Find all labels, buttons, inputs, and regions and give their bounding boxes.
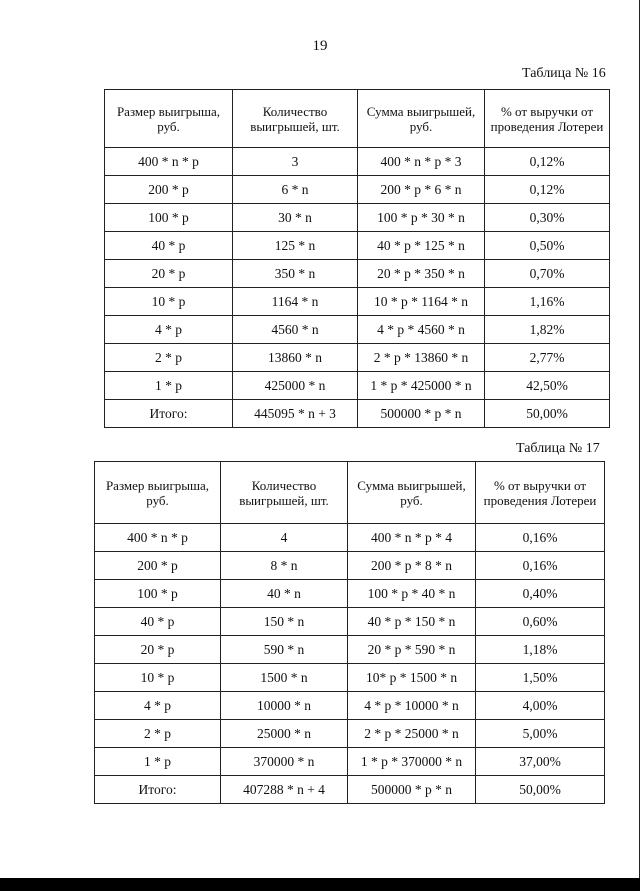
cell-prize-amount: 200 * p xyxy=(105,176,233,204)
header-revenue-percent: % от выручки от проведения Лотереи xyxy=(476,462,605,524)
cell-revenue-percent: 0,40% xyxy=(476,580,605,608)
table-row xyxy=(95,580,605,608)
prize-table-16 xyxy=(104,89,610,428)
cell-revenue-percent: 0,12% xyxy=(485,176,610,204)
cell-prize-sum: 400 * n * p * 4 xyxy=(348,524,476,552)
cell-prize-sum: 500000 * p * n xyxy=(358,400,485,428)
cell-revenue-percent: 5,00% xyxy=(476,720,605,748)
cell-prize-sum: 1 * p * 370000 * n xyxy=(348,748,476,776)
cell-revenue-percent: 0,16% xyxy=(476,552,605,580)
cell-prize-amount: 1 * p xyxy=(105,372,233,400)
table-header-row xyxy=(105,90,610,148)
total-row xyxy=(95,776,605,804)
cell-prize-amount: 400 * n * p xyxy=(95,524,221,552)
cell-prize-amount: 20 * p xyxy=(105,260,233,288)
cell-prize-count: 590 * n xyxy=(221,636,348,664)
cell-prize-amount: 400 * n * p xyxy=(105,148,233,176)
cell-revenue-percent: 2,77% xyxy=(485,344,610,372)
cell-prize-sum: 100 * p * 40 * n xyxy=(348,580,476,608)
cell-revenue-percent: 4,00% xyxy=(476,692,605,720)
cell-prize-count: 8 * n xyxy=(221,552,348,580)
cell-prize-count: 445095 * n + 3 xyxy=(233,400,358,428)
cell-prize-amount: 20 * p xyxy=(95,636,221,664)
header-revenue-percent: % от выручки от проведения Лотереи xyxy=(485,90,610,148)
cell-prize-sum: 1 * p * 425000 * n xyxy=(358,372,485,400)
cell-prize-sum: 4 * p * 4560 * n xyxy=(358,316,485,344)
cell-prize-amount: 40 * p xyxy=(95,608,221,636)
cell-prize-sum: 200 * p * 6 * n xyxy=(358,176,485,204)
cell-prize-amount: 40 * p xyxy=(105,232,233,260)
table-row xyxy=(105,316,610,344)
cell-revenue-percent: 1,18% xyxy=(476,636,605,664)
cell-prize-count: 370000 * n xyxy=(221,748,348,776)
cell-prize-count: 3 xyxy=(233,148,358,176)
header-prize-count: Количество выигрышей, шт. xyxy=(221,462,348,524)
cell-prize-sum: 40 * p * 150 * n xyxy=(348,608,476,636)
cell-prize-amount: 200 * p xyxy=(95,552,221,580)
cell-prize-sum: 40 * p * 125 * n xyxy=(358,232,485,260)
cell-prize-sum: 500000 * p * n xyxy=(348,776,476,804)
header-prize-count: Количество выигрышей, шт. xyxy=(233,90,358,148)
table-17-label: Таблица № 17 xyxy=(516,441,600,456)
table-row xyxy=(95,524,605,552)
cell-revenue-percent: 1,16% xyxy=(485,288,610,316)
page-number: 19 xyxy=(312,38,328,54)
cell-revenue-percent: 0,16% xyxy=(476,524,605,552)
cell-prize-count: 13860 * n xyxy=(233,344,358,372)
cell-prize-count: 30 * n xyxy=(233,204,358,232)
table-row xyxy=(95,664,605,692)
cell-prize-count: 150 * n xyxy=(221,608,348,636)
cell-prize-count: 10000 * n xyxy=(221,692,348,720)
cell-prize-sum: 20 * p * 350 * n xyxy=(358,260,485,288)
table-row xyxy=(95,748,605,776)
cell-revenue-percent: 37,00% xyxy=(476,748,605,776)
cell-prize-amount: 10 * p xyxy=(105,288,233,316)
cell-prize-amount: 4 * p xyxy=(95,692,221,720)
cell-prize-count: 425000 * n xyxy=(233,372,358,400)
cell-prize-count: 25000 * n xyxy=(221,720,348,748)
cell-revenue-percent: 0,30% xyxy=(485,204,610,232)
table-row xyxy=(105,176,610,204)
header-prize-amount: Размер выигрыша, руб. xyxy=(105,90,233,148)
cell-prize-amount: Итого: xyxy=(95,776,221,804)
table-16-label: Таблица № 16 xyxy=(522,66,606,81)
cell-prize-sum: 10 * p * 1164 * n xyxy=(358,288,485,316)
cell-revenue-percent: 50,00% xyxy=(485,400,610,428)
cell-revenue-percent: 0,70% xyxy=(485,260,610,288)
cell-revenue-percent: 0,60% xyxy=(476,608,605,636)
cell-prize-count: 1164 * n xyxy=(233,288,358,316)
header-prize-sum: Сумма выигрышей, руб. xyxy=(358,90,485,148)
table-header-row xyxy=(95,462,605,524)
cell-revenue-percent: 1,82% xyxy=(485,316,610,344)
total-row xyxy=(105,400,610,428)
cell-prize-amount: 2 * p xyxy=(105,344,233,372)
cell-prize-sum: 10* p * 1500 * n xyxy=(348,664,476,692)
cell-prize-count: 1500 * n xyxy=(221,664,348,692)
cell-prize-sum: 2 * p * 13860 * n xyxy=(358,344,485,372)
cell-prize-sum: 2 * p * 25000 * n xyxy=(348,720,476,748)
table-row xyxy=(95,692,605,720)
cell-prize-count: 350 * n xyxy=(233,260,358,288)
cell-revenue-percent: 42,50% xyxy=(485,372,610,400)
cell-revenue-percent: 50,00% xyxy=(476,776,605,804)
cell-prize-count: 40 * n xyxy=(221,580,348,608)
cell-prize-sum: 4 * p * 10000 * n xyxy=(348,692,476,720)
cell-prize-amount: 1 * p xyxy=(95,748,221,776)
table-row xyxy=(105,288,610,316)
cell-prize-amount: Итого: xyxy=(105,400,233,428)
cell-prize-sum: 100 * p * 30 * n xyxy=(358,204,485,232)
header-prize-sum: Сумма выигрышей, руб. xyxy=(348,462,476,524)
header-prize-amount: Размер выигрыша, руб. xyxy=(95,462,221,524)
cell-prize-count: 125 * n xyxy=(233,232,358,260)
cell-prize-amount: 100 * p xyxy=(105,204,233,232)
table-row xyxy=(105,260,610,288)
cell-prize-count: 6 * n xyxy=(233,176,358,204)
cell-prize-sum: 200 * p * 8 * n xyxy=(348,552,476,580)
cell-revenue-percent: 1,50% xyxy=(476,664,605,692)
table-row xyxy=(95,720,605,748)
cell-prize-count: 407288 * n + 4 xyxy=(221,776,348,804)
cell-prize-count: 4560 * n xyxy=(233,316,358,344)
table-row xyxy=(105,344,610,372)
cell-prize-amount: 4 * p xyxy=(105,316,233,344)
table-row xyxy=(95,608,605,636)
cell-prize-count: 4 xyxy=(221,524,348,552)
cell-prize-amount: 2 * p xyxy=(95,720,221,748)
cell-prize-amount: 100 * p xyxy=(95,580,221,608)
table-row xyxy=(105,204,610,232)
cell-revenue-percent: 0,12% xyxy=(485,148,610,176)
table-row xyxy=(95,636,605,664)
table-row xyxy=(105,148,610,176)
prize-table-17 xyxy=(94,461,605,804)
table-row xyxy=(105,232,610,260)
cell-revenue-percent: 0,50% xyxy=(485,232,610,260)
table-row xyxy=(95,552,605,580)
cell-prize-sum: 400 * n * p * 3 xyxy=(358,148,485,176)
cell-prize-sum: 20 * p * 590 * n xyxy=(348,636,476,664)
table-row xyxy=(105,372,610,400)
cell-prize-amount: 10 * p xyxy=(95,664,221,692)
